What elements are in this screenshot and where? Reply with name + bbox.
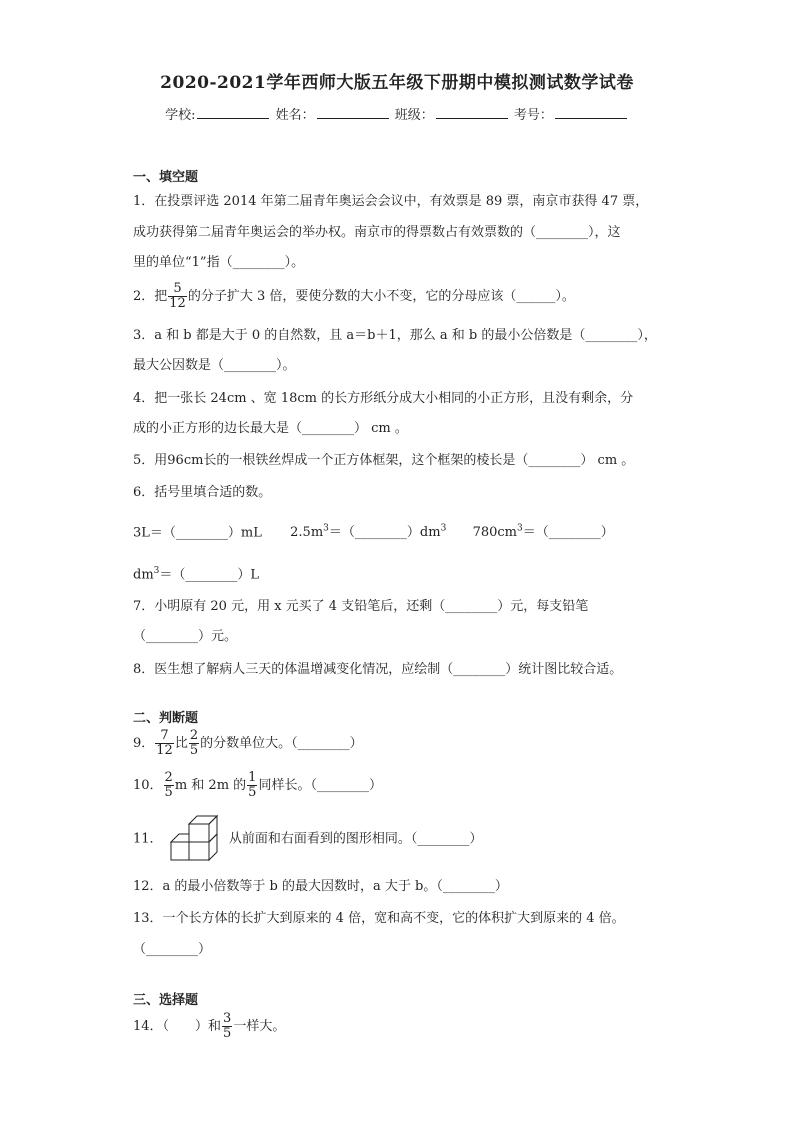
fraction-7-12	[155, 729, 174, 758]
superscript: 3	[517, 524, 523, 534]
fraction-5-12	[168, 282, 187, 311]
question-2-prefix: 2．把	[133, 289, 168, 304]
question-9-text-2: 的分数单位大。（________）	[200, 736, 363, 751]
denominator: 5	[223, 1026, 232, 1041]
question-10	[133, 771, 382, 800]
numerator: 2	[189, 728, 199, 743]
school-label: 学校:	[165, 108, 196, 123]
item-d-part-1: dm	[133, 567, 154, 583]
class-label: 班级：	[394, 108, 434, 123]
section-multiple-choice: 三、选择题	[133, 993, 199, 1008]
question-1-line-2: 成功获得第二届青年奥运会的举办权。南京市的得票数占有效票数的（________），这	[133, 225, 621, 240]
question-10-text-2: 同样长。（________）	[258, 778, 382, 793]
question-6-items-row-2	[133, 562, 259, 584]
question-9	[133, 729, 363, 758]
question-10-text-1: m 和 2m 的	[174, 778, 247, 793]
item-c-part-1: 780cm	[472, 525, 517, 541]
superscript: 3	[153, 566, 160, 576]
section-true-false: 二、判断题	[133, 711, 199, 726]
numerator: 5	[168, 282, 187, 297]
question-1-line-1: 1．在投票评选 2014 年第二届青年奥运会会议中，有效票是 89 票，南京市获得 47 票，	[133, 194, 649, 209]
exam-no-field[interactable]	[555, 106, 627, 119]
fraction-3-5	[222, 1012, 232, 1041]
question-10-number: 10．	[133, 778, 163, 793]
question-6-item-a: 3L＝（________）mL	[133, 525, 262, 541]
item-b-part-1: 2.5m	[290, 525, 324, 541]
class-field[interactable]	[436, 106, 508, 119]
name-label: 姓名：	[275, 108, 315, 123]
fraction-2-5	[164, 771, 174, 800]
question-6-item-c	[473, 525, 614, 540]
numerator: 7	[155, 729, 174, 744]
superscript: 3	[323, 524, 329, 534]
question-11	[133, 814, 482, 864]
question-6-items-row-1	[133, 520, 614, 542]
question-7-line-1: 7．小明原有 20 元，用 x 元买了 4 支铅笔后，还剩（________）元，每支铅笔	[133, 599, 589, 614]
denominator: 12	[156, 743, 173, 758]
question-14	[133, 1012, 285, 1041]
question-6-item-b	[290, 525, 446, 540]
numerator: 1	[248, 770, 257, 785]
denominator: 5	[248, 785, 257, 800]
fraction-1-5	[247, 771, 257, 800]
question-12: 12．a 的最小倍数等于 b 的最大因数时，a 大于 b。（________）	[133, 879, 508, 894]
numerator: 2	[164, 770, 173, 785]
fraction-2-5	[189, 729, 199, 758]
question-9-text-1: 比	[174, 736, 188, 751]
question-11-number: 11．	[133, 831, 163, 847]
denominator: 5	[189, 743, 199, 758]
exam-no-label: 考号：	[513, 108, 553, 123]
name-field[interactable]	[317, 106, 389, 119]
question-3-line-1: 3．a 和 b 都是大于 0 的自然数，且 a＝b＋1，那么 a 和 b 的最小公倍数是（________），	[133, 328, 657, 343]
student-info-row	[0, 104, 794, 123]
question-13-line-1: 13．一个长方体的长扩大到原来的 4 倍，宽和高不变，它的体积扩大到原来的 4 倍。	[133, 911, 625, 926]
question-1-line-3: 里的单位“1”指（________）。	[133, 255, 305, 270]
question-5: 5．用96cm长的一根铁丝焊成一个正方体框架，这个框架的棱长是（________） cm 。	[133, 453, 635, 468]
cube-stack-figure	[169, 814, 223, 864]
question-14-text-2: 一样大。	[233, 1019, 286, 1034]
question-8: 8．医生想了解病人三天的体温增减变化情况，应绘制（________）统计图比较合适。	[133, 662, 623, 677]
question-4-line-2: 成的小正方形的边长最大是（________） cm 。	[133, 421, 408, 436]
section-fill-in: 一、填空题	[133, 170, 199, 185]
denominator: 12	[169, 296, 186, 311]
question-4-line-1: 4．把一张长 24cm 、宽 18cm 的长方形纸分成大小相同的小正方形，且没有剩余，分	[133, 391, 634, 406]
question-3-line-2: 最大公因数是（________）。	[133, 358, 296, 373]
numerator: 3	[223, 1011, 232, 1026]
question-13-line-2: （________）	[133, 942, 212, 957]
question-6: 6．括号里填合适的数。	[133, 485, 272, 500]
question-7-line-2: （________）元。	[133, 629, 238, 644]
question-9-number: 9．	[133, 736, 155, 751]
denominator: 5	[164, 785, 173, 800]
question-14-text-1: 14．（ ）和	[133, 1019, 222, 1034]
question-2-text: 的分子扩大 3 倍，要使分数的大小不变，它的分母应该（______）。	[187, 289, 575, 304]
item-c-part-2: ＝（________）	[522, 525, 614, 541]
item-d-part-2: ＝（________）L	[159, 567, 260, 583]
school-field[interactable]	[197, 106, 269, 119]
page-title: 2020-2021学年西师大版五年级下册期中模拟测试数学试卷	[160, 73, 634, 93]
question-2	[133, 282, 575, 311]
question-11-text: 从前面和右面看到的图形相同。（________）	[228, 831, 483, 847]
item-b-part-2: ＝（________）dm	[328, 525, 441, 541]
superscript: 3	[440, 524, 447, 534]
